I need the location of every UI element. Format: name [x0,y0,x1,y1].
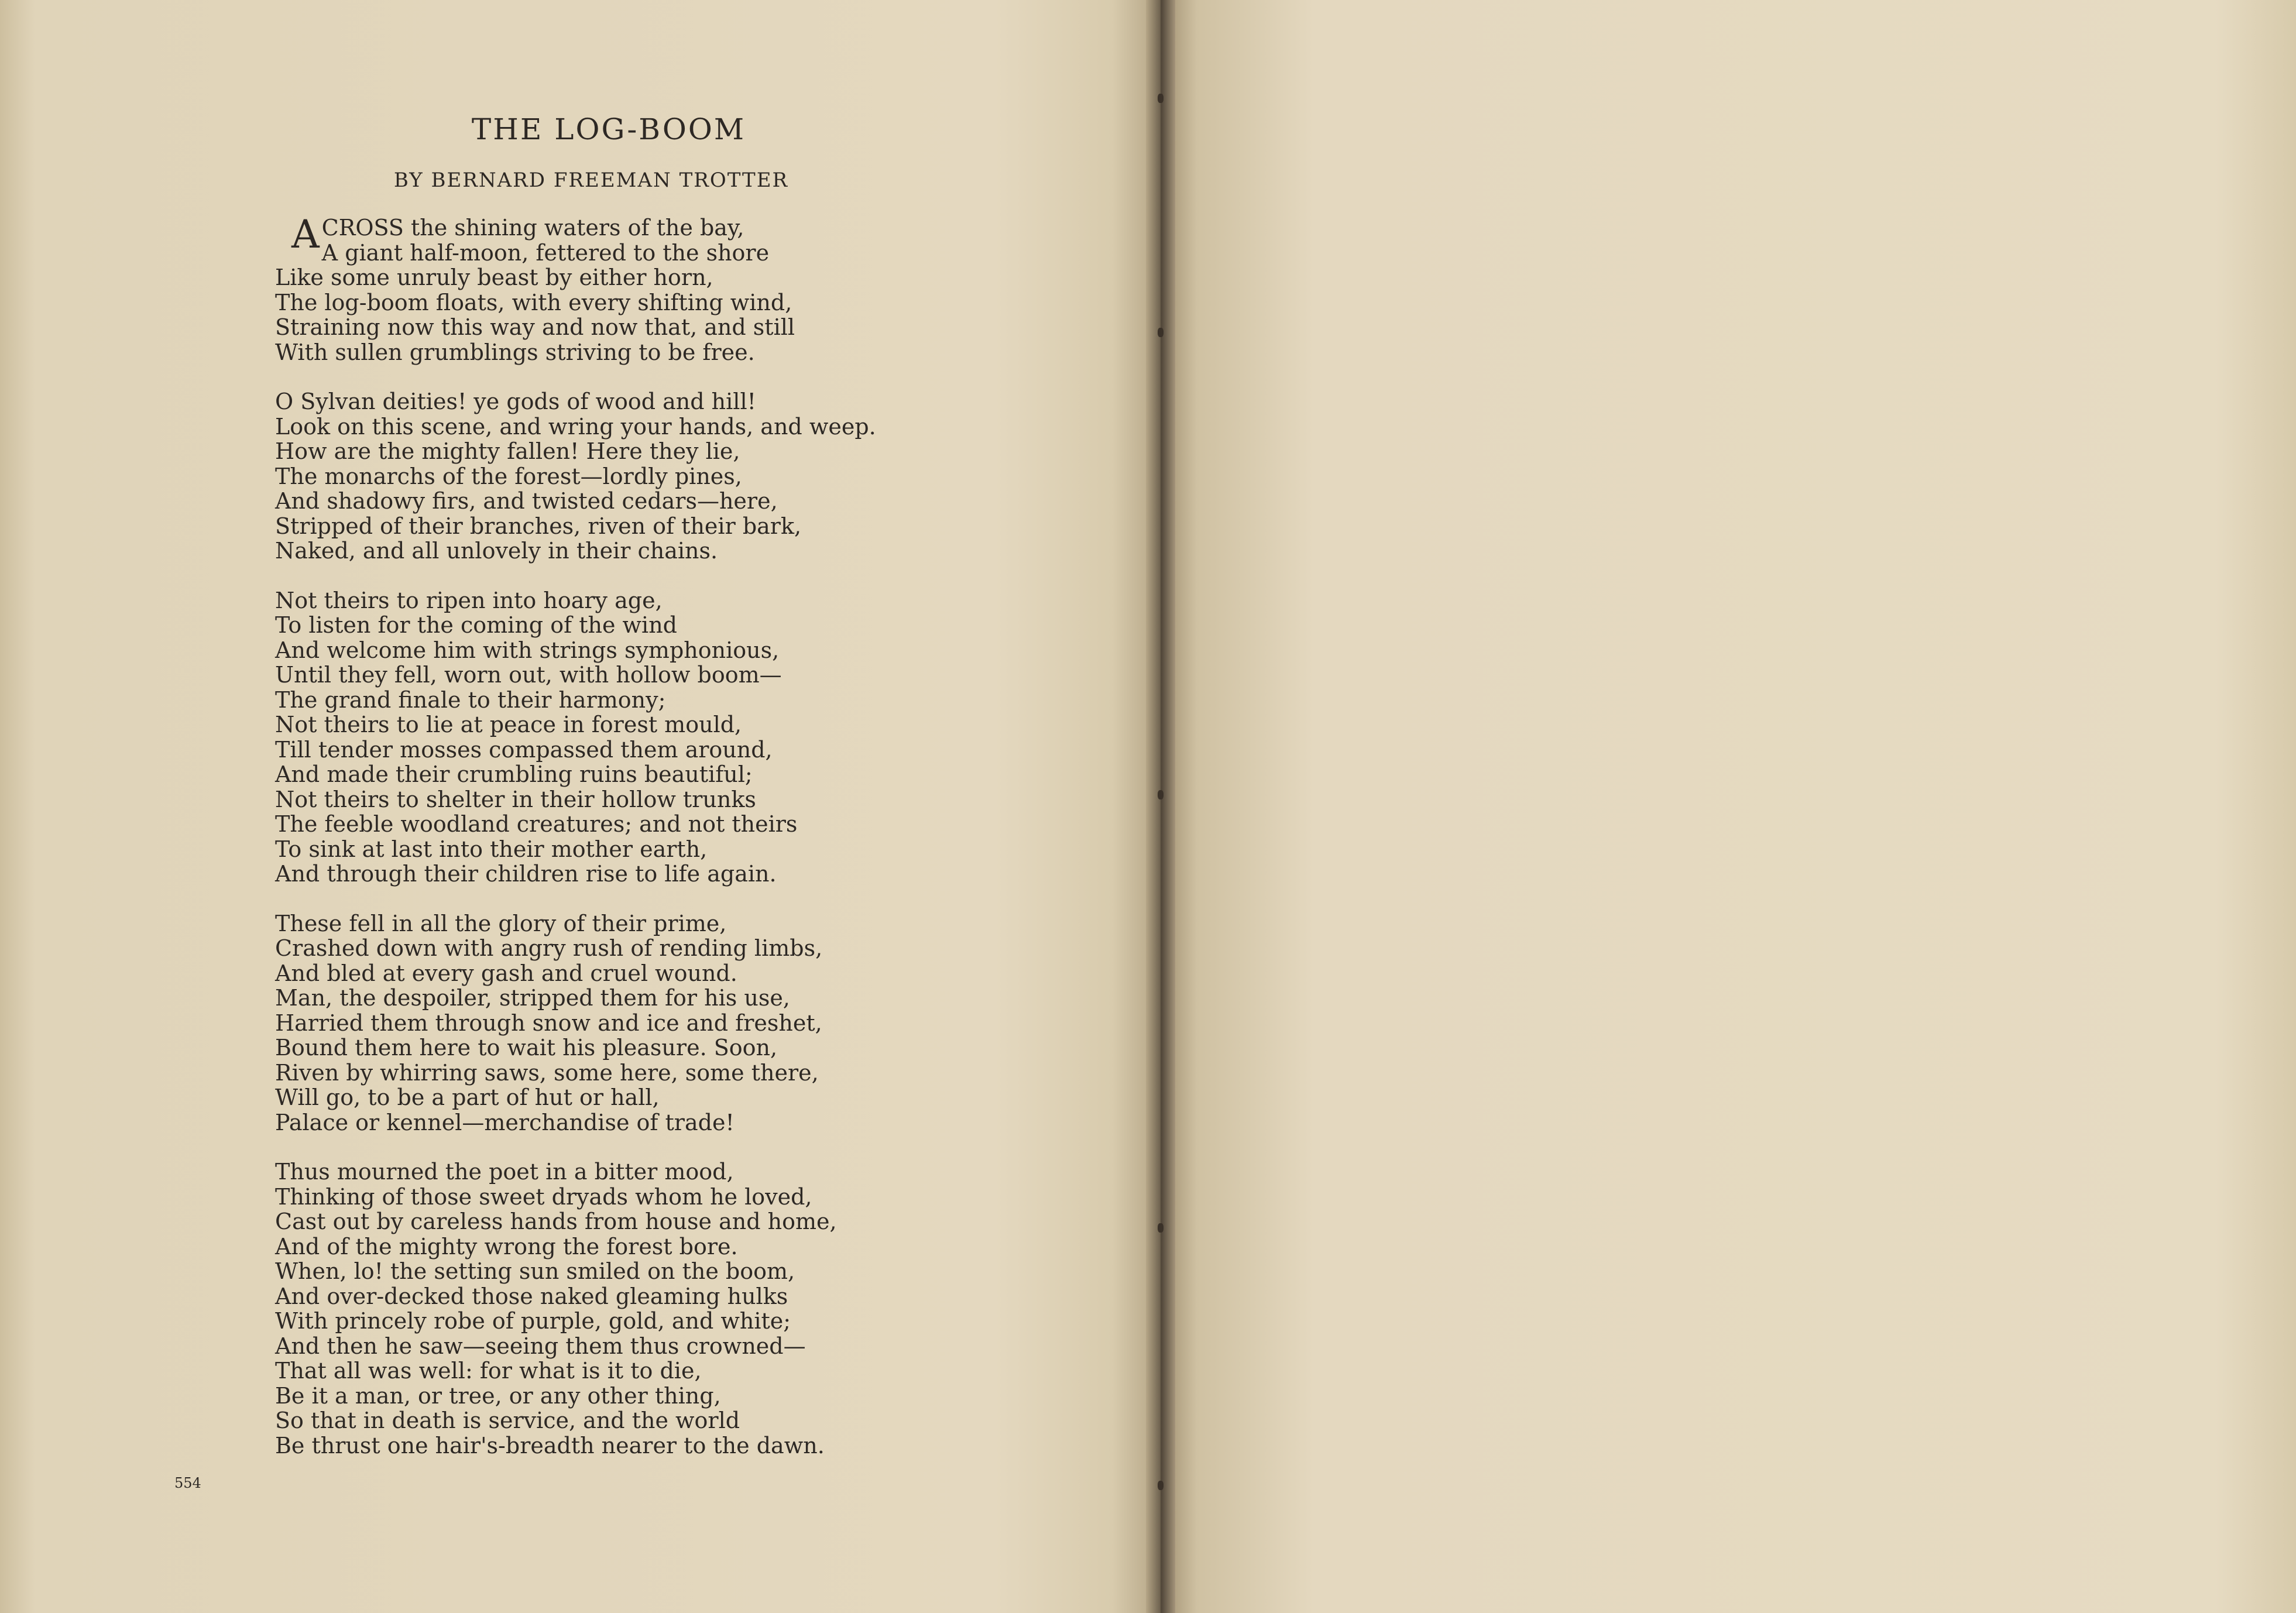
poem-line: To listen for the coming of the wind [275,612,678,638]
poem-line: The feeble woodland creatures; and not theirs [275,811,798,837]
poem-line: When, lo! the setting sun smiled on the boom, [275,1258,795,1284]
poem-line: Man, the despoiler, stripped them for his use, [275,985,790,1011]
poem-line: Look on this scene, and wring your hands, and weep. [275,413,876,440]
poem-line: And through their children rise to life again. [275,861,777,887]
poem-line: And bled at every gash and cruel wound. [275,960,737,986]
poem-line: The monarchs of the forest—lordly pines, [275,463,742,489]
poem-line: Thinking of those sweet dryads whom he loved, [275,1183,812,1210]
poem-line: The grand finale to their harmony; [275,687,666,713]
poem-line: How are the mighty fallen! Here they lie, [275,438,740,464]
poem-line: Be thrust one hair's-breadth nearer to the dawn. [275,1432,825,1458]
poem-line: And of the mighty wrong the forest bore. [275,1233,738,1259]
poem-line: A giant half-moon, fettered to the shore [321,239,770,266]
poem-line: Thus mourned the poet in a bitter mood, [275,1159,734,1185]
poem-line: Bound them here to wait his pleasure. Soon, [275,1035,778,1061]
binding-mark [1158,1481,1164,1490]
book-gutter [1146,0,1175,1613]
poem-line: And welcome him with strings symphonious, [275,637,780,663]
poem-line: O Sylvan deities! ye gods of wood and hill! [275,389,756,414]
binding-mark [1158,1223,1164,1233]
poem-line: CROSS the shining waters of the bay, [321,215,744,241]
poem-line: So that in death is service, and the world [275,1408,740,1433]
poem-stanza [275,911,942,1135]
right-page [1162,0,2296,1613]
poem-line: Like some unruly beast by either horn, [275,265,713,290]
binding-mark [1158,94,1164,103]
poem-stanza [275,1159,942,1458]
binding-mark [1158,790,1164,799]
poem-stanza [275,389,942,564]
poem-line: With princely robe of purple, gold, and white; [275,1308,791,1334]
poem-line: Crashed down with angry rush of rending limbs, [275,935,823,961]
poem-line: These fell in all the glory of their prime, [275,910,727,936]
poem-line: Harried them through snow and ice and freshet, [275,1010,822,1036]
poem-line: Naked, and all unlovely in their chains. [275,538,718,564]
poem-line: To sink at last into their mother earth, [275,836,708,862]
poem-line: Till tender mosses compassed them around, [275,736,773,763]
poem-line: Not theirs to shelter in their hollow trunks [275,786,756,812]
poem-line: Will go, to be a part of hut or hall, [275,1085,660,1110]
poem-line: Stripped of their branches, riven of their bark, [275,513,802,539]
binding-mark [1158,328,1164,337]
poem-line: And shadowy firs, and twisted cedars—here, [275,488,778,514]
poem-title: THE LOG-BOOM [471,112,746,146]
poem-line: Not theirs to lie at peace in forest mould, [275,712,742,737]
poem-line: Cast out by careless hands from house and home, [275,1209,837,1234]
poem-line: Not theirs to ripen into hoary age, [275,587,663,613]
poem-stanza [275,212,942,365]
poem-line: Straining now this way and now that, and still [275,314,795,340]
poem-line: Be it a man, or tree, or any other thing, [275,1382,721,1409]
poem-line: That all was well: for what is it to die, [275,1358,702,1384]
poem-byline: BY BERNARD FREEMAN TROTTER [393,169,789,192]
poem-line: And over-decked those naked gleaming hulks [275,1283,788,1309]
poem-line: The log-boom floats, with every shifting wind, [275,289,792,315]
poem-line: And then he saw—seeing them thus crowned— [275,1333,806,1359]
poem-dropcap: A [291,212,320,257]
poem-line: And made their crumbling ruins beautiful; [275,761,753,787]
poem-line: Palace or kennel—merchandise of trade! [275,1109,735,1135]
poem-stanza [275,588,942,887]
poem-line: Until they fell, worn out, with hollow boom— [275,662,782,688]
poem-line: With sullen grumblings striving to be free. [275,339,755,365]
poem-line: Riven by whirring saws, some here, some there, [275,1059,819,1086]
page-number-left: 554 [174,1475,201,1491]
poem-body [275,212,942,1482]
